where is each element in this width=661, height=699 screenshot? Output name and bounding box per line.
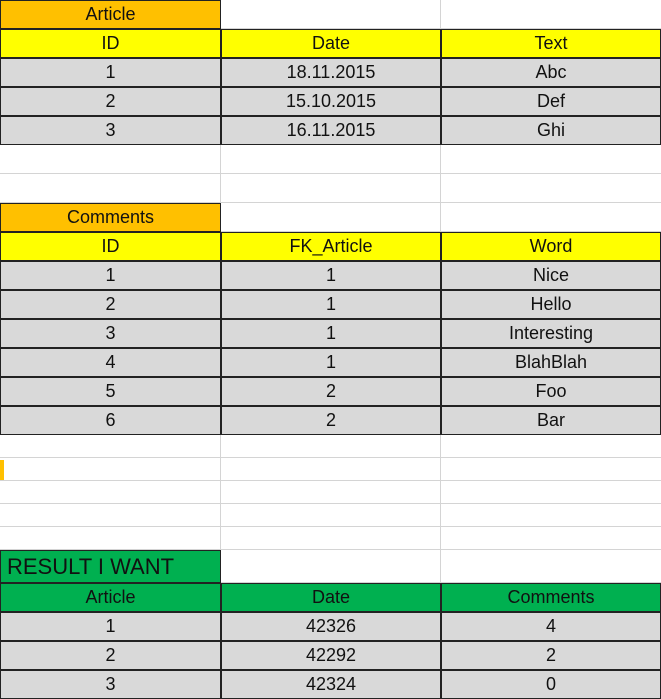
comment-fk-cell[interactable]: 1 [221,319,441,348]
empty-cell[interactable] [221,174,441,203]
empty-cell[interactable] [441,0,661,29]
empty-cell[interactable] [0,458,221,481]
empty-cell[interactable] [441,203,661,232]
comments-title-cell[interactable]: Comments [0,203,221,232]
empty-row [0,527,661,550]
article-text-cell[interactable]: Ghi [441,116,661,145]
article-id-cell[interactable]: 3 [0,116,221,145]
empty-cell[interactable] [441,145,661,174]
result-comments-cell[interactable]: 4 [441,612,661,641]
article-text-cell[interactable]: Abc [441,58,661,87]
empty-cell[interactable] [0,481,221,504]
empty-cell[interactable] [221,550,441,583]
empty-cell[interactable] [0,504,221,527]
comment-word-cell[interactable]: Hello [441,290,661,319]
empty-cell[interactable] [441,504,661,527]
table-row [0,348,661,377]
empty-cell[interactable] [441,435,661,458]
empty-row [0,174,661,203]
article-text-cell[interactable]: Def [441,87,661,116]
comments-header-word[interactable]: Word [441,232,661,261]
empty-cell[interactable] [441,174,661,203]
result-comments-cell[interactable]: 0 [441,670,661,699]
empty-row [0,458,661,481]
result-comments-cell[interactable]: 2 [441,641,661,670]
result-date-cell[interactable]: 42324 [221,670,441,699]
result-article-cell[interactable]: 2 [0,641,221,670]
comment-word-cell[interactable]: Foo [441,377,661,406]
article-id-cell[interactable]: 2 [0,87,221,116]
article-header-row [0,29,661,58]
comment-id-cell[interactable]: 2 [0,290,221,319]
comment-id-cell[interactable]: 5 [0,377,221,406]
article-header-date[interactable]: Date [221,29,441,58]
article-title-row [0,0,661,29]
comment-word-cell[interactable]: Bar [441,406,661,435]
result-date-cell[interactable]: 42326 [221,612,441,641]
comments-header-id[interactable]: ID [0,232,221,261]
empty-cell[interactable] [0,174,221,203]
table-row [0,377,661,406]
empty-cell[interactable] [0,145,221,174]
result-header-date[interactable]: Date [221,583,441,612]
empty-cell[interactable] [221,0,441,29]
comment-word-cell[interactable]: Interesting [441,319,661,348]
comment-word-cell[interactable]: Nice [441,261,661,290]
article-id-cell[interactable]: 1 [0,58,221,87]
comment-fk-cell[interactable]: 2 [221,377,441,406]
empty-row [0,145,661,174]
empty-cell[interactable] [221,435,441,458]
article-date-cell[interactable]: 18.11.2015 [221,58,441,87]
empty-row [0,504,661,527]
empty-cell[interactable] [221,481,441,504]
comment-fk-cell[interactable]: 1 [221,261,441,290]
comments-title-row [0,203,661,232]
empty-cell[interactable] [0,435,221,458]
empty-cell[interactable] [441,527,661,550]
result-title-cell[interactable]: RESULT I WANT [0,550,221,583]
result-article-cell[interactable]: 3 [0,670,221,699]
comment-word-cell[interactable]: BlahBlah [441,348,661,377]
article-date-cell[interactable]: 16.11.2015 [221,116,441,145]
table-row [0,319,661,348]
result-header-article[interactable]: Article [0,583,221,612]
table-row [0,406,661,435]
empty-cell[interactable] [441,481,661,504]
result-article-cell[interactable]: 1 [0,612,221,641]
empty-cell[interactable] [221,145,441,174]
comment-id-cell[interactable]: 1 [0,261,221,290]
table-row [0,58,661,87]
empty-cell[interactable] [0,527,221,550]
table-row [0,290,661,319]
comments-header-fk-article[interactable]: FK_Article [221,232,441,261]
empty-row [0,435,661,458]
comment-fk-cell[interactable]: 1 [221,290,441,319]
article-header-text[interactable]: Text [441,29,661,58]
empty-cell[interactable] [221,458,441,481]
table-row [0,116,661,145]
table-row [0,670,661,699]
result-date-cell[interactable]: 42292 [221,641,441,670]
table-row [0,87,661,116]
article-header-id[interactable]: ID [0,29,221,58]
comments-header-row [0,232,661,261]
article-title-cell[interactable]: Article [0,0,221,29]
comment-id-cell[interactable]: 6 [0,406,221,435]
table-row [0,641,661,670]
result-header-comments[interactable]: Comments [441,583,661,612]
result-header-row [0,583,661,612]
comment-id-cell[interactable]: 4 [0,348,221,377]
comment-id-cell[interactable]: 3 [0,319,221,348]
empty-cell[interactable] [221,203,441,232]
empty-cell[interactable] [441,550,661,583]
article-date-cell[interactable]: 15.10.2015 [221,87,441,116]
table-row [0,261,661,290]
empty-cell[interactable] [221,504,441,527]
empty-cell[interactable] [221,527,441,550]
comment-fk-cell[interactable]: 2 [221,406,441,435]
empty-row [0,481,661,504]
empty-cell[interactable] [441,458,661,481]
comment-fk-cell[interactable]: 1 [221,348,441,377]
table-row [0,612,661,641]
cell-fill-fragment [0,460,4,480]
result-title-row [0,550,661,583]
